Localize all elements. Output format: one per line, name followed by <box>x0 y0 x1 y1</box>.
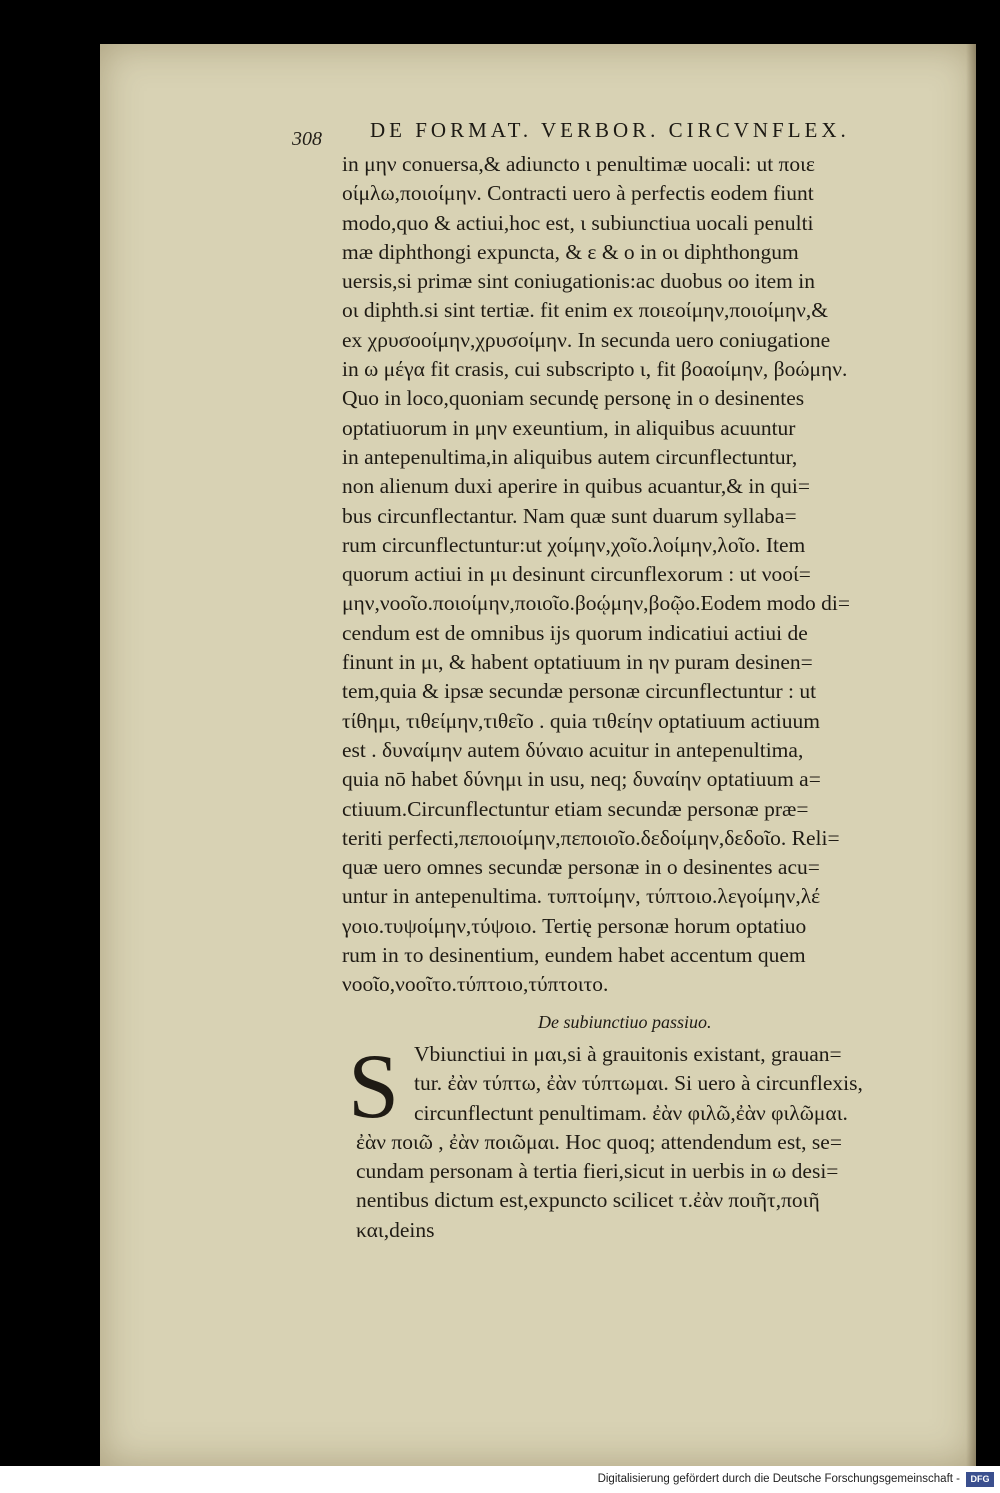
dropcap-initial: S <box>348 1035 400 1137</box>
text-line: quorum actiui in μι desinunt circunflexorum : ut νοοί= <box>342 562 811 587</box>
text-line: quia nō habet δύνημι in usu, neq; δυναίην optatiuum a= <box>342 767 821 792</box>
section-heading: De subiunctiuo passiuo. <box>538 1012 712 1032</box>
text-line: in antepenultima,in aliquibus autem circunflectuntur, <box>342 444 798 469</box>
page-edge-shadow <box>966 44 976 1466</box>
text-line: quæ uero omnes secundæ personæ in ο desinentes acu= <box>342 855 820 880</box>
body-text <box>342 150 912 1000</box>
text-line: Quo in loco,quoniam secundę personę in ο desinentes <box>342 386 805 411</box>
text-line: και,deins <box>356 1217 435 1242</box>
text-line: bus circunflectantur. Nam quæ sunt duarum syllaba= <box>342 503 797 528</box>
text-line: rum in το desinentium, eundem habet accentum quem <box>342 943 806 968</box>
text-line: οίμλω,ποιοίμην. Contracti uero à perfectis eodem fiunt <box>342 181 814 206</box>
text-line: νοοῖο,νοοῖτο.τύπτοιο,τύπτοιτο. <box>342 972 609 997</box>
text-line: tur. ἐὰν τύπτω, ἐὰν τύπτωμαι. Si uero à circunflexis, <box>414 1071 863 1096</box>
text-line: μην,νοοῖο.ποιοίμην,ποιοῖο.βοῴμην,βοῷο.Eodem modo di= <box>342 591 850 616</box>
page-number: 308 <box>292 128 322 150</box>
text-line: ex χρυσοοίμην,χρυσοίμην. In secunda uero coniugatione <box>342 327 831 352</box>
text-line: uersis,si primæ sint coniugationis:ac duobus οο item in <box>342 269 815 294</box>
text-line: Vbiunctiui in μαι,si à grauitonis existant, grauan= <box>414 1042 842 1066</box>
text-line: circunflectunt penultimam. ἐὰν φιλῶ,ἐὰν φιλῶμαι. <box>414 1100 848 1125</box>
text-line: est . δυναίμην autem δύναιο acuitur in antepenultima, <box>342 737 804 762</box>
text-line: cendum est de omnibus ijs quorum indicatiui actiui de <box>342 620 808 645</box>
section-text <box>356 1040 916 1245</box>
text-line: nentibus dictum est,expuncto scilicet τ.ἐὰν ποιῆτ,ποιῆ <box>356 1188 820 1213</box>
text-line: finunt in μι, & habent optatiuum in ην puram desinen= <box>342 650 813 675</box>
text-line: rum circunflectuntur:ut χοίμην,χοῖο.λοίμην,λοῖο. Item <box>342 532 806 557</box>
text-line: cundam personam à tertia fieri,sicut in uerbis in ω desi= <box>356 1159 839 1184</box>
text-line: γοιο.τυψοίμην,τύψοιο. Tertię personæ horum optatiuo <box>342 913 807 938</box>
dfg-logo: DFG <box>966 1472 994 1487</box>
footer-bar <box>0 1466 1000 1493</box>
text-line: mæ diphthongi expuncta, & ε & ο in οι diphthongum <box>342 239 799 264</box>
text-line: ἐὰν ποιῶ , ἐὰν ποιῶμαι. Hoc quoq; attendendum est, se= <box>356 1129 842 1154</box>
text-line: teriti perfecti,πεποιοίμην,πεποιοῖο.δεδοίμην,δεδοῖο. Reli= <box>342 825 840 850</box>
text-line: τίθημι, τιθείμην,τιθεῖο . quia τιθείην optatiuum actiuum <box>342 708 820 733</box>
footer-credit: Digitalisierung gefördert durch die Deutsche Forschungsgemeinschaft - <box>597 1473 960 1485</box>
text-line: non alienum duxi aperire in quibus acuantur,& in qui= <box>342 474 811 499</box>
text-line: untur in antepenultima. τυπτοίμην, τύπτοιο.λεγοίμην,λέ <box>342 884 821 909</box>
text-line: οι diphth.si sint tertiæ. fit enim ex ποιεοίμην,ποιοίμην,& <box>342 298 828 323</box>
text-line: tem,quia & ipsæ secundæ personæ circunflectuntur : ut <box>342 679 817 704</box>
text-line: optatiuorum in μην exeuntium, in aliquibus acuuntur <box>342 415 796 440</box>
text-line: in ω μέγα fit crasis, cui subscripto ι, fit βοαοίμην, βοώμην. <box>342 357 848 382</box>
text-line: ctiuum.Circunflectuntur etiam secundæ personæ præ= <box>342 796 809 821</box>
running-head: DE FORMAT. VERBOR. CIRCVNFLEX. <box>370 118 850 142</box>
text-line: in μην conuersa,& adiuncto ι penultimæ uocali: ut ποιε <box>342 152 815 176</box>
text-line: modo,quo & actiui,hoc est, ι subiunctiua uocali penulti <box>342 210 814 235</box>
